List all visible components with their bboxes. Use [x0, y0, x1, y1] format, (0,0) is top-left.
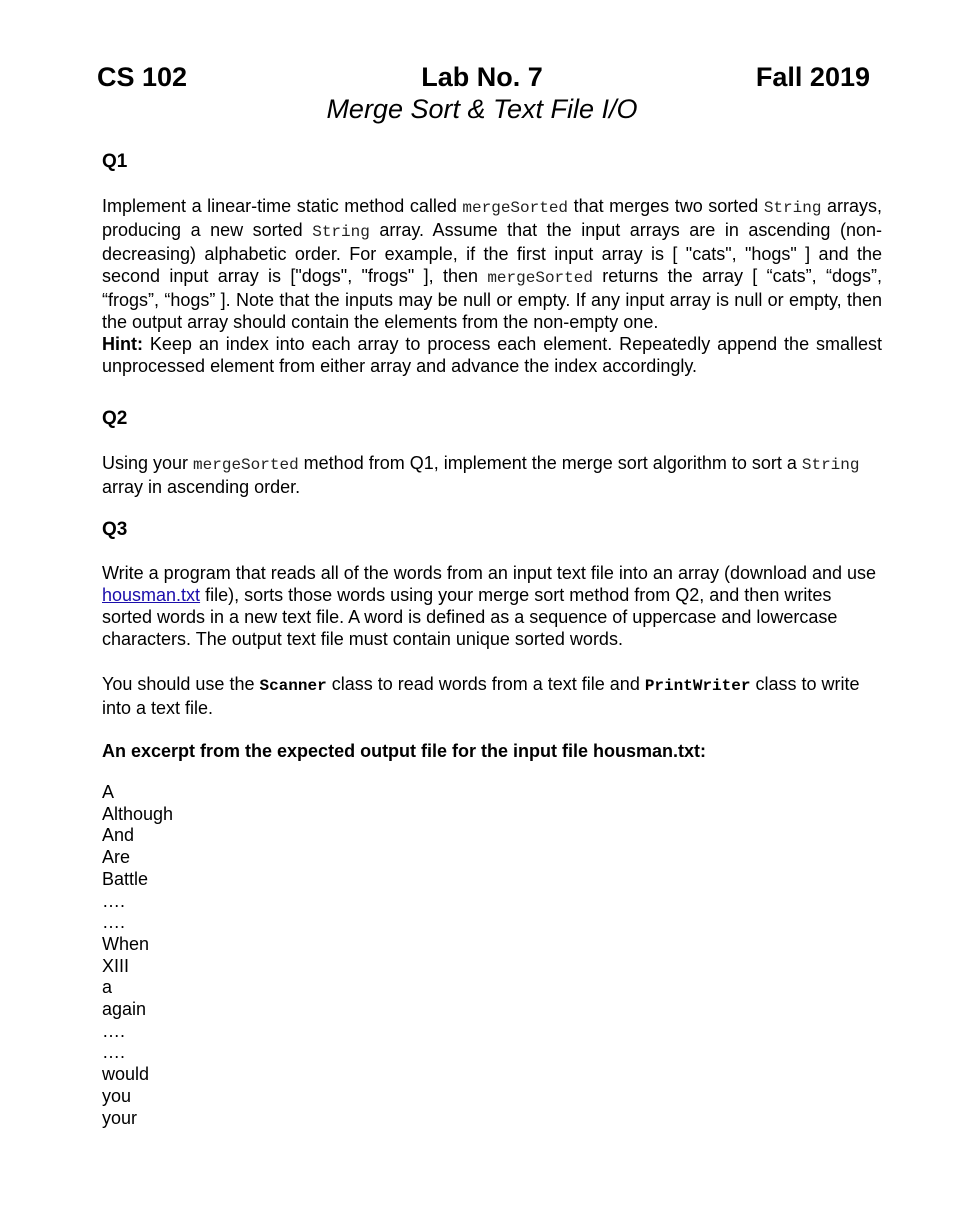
- list-item: Battle: [102, 868, 149, 889]
- list-item: ….: [102, 912, 126, 933]
- course-code: CS 102: [97, 62, 188, 92]
- q1-hint: Hint: Keep an index into each array to process each element. Repeatedly append the smallest unprocessed element from either array and advance the index accordingly.: [102, 334, 882, 376]
- q3-io-instructions: You should use the Scanner class to read words from a text file and PrintWriter class to write into a text file.: [102, 674, 860, 718]
- housman-link[interactable]: housman.txt: [102, 585, 201, 605]
- excerpt-heading: An excerpt from the expected output file for the input file housman.txt:: [102, 741, 707, 761]
- list-item: again: [102, 999, 147, 1020]
- lab-title: Lab No. 7: [421, 62, 543, 92]
- list-item: Are: [102, 847, 131, 868]
- list-item: XIII: [102, 955, 130, 976]
- list-item: a: [102, 977, 113, 998]
- list-item: you: [102, 1085, 132, 1106]
- list-item: When: [102, 933, 150, 954]
- list-item: Although: [102, 803, 174, 824]
- q1-heading: Q1: [102, 151, 128, 172]
- term: Fall 2019: [755, 62, 870, 92]
- list-item: ….: [102, 890, 126, 911]
- list-item: your: [102, 1107, 138, 1128]
- list-item: would: [102, 1064, 150, 1085]
- list-item: ….: [102, 1020, 126, 1041]
- q3-heading: Q3: [102, 519, 128, 540]
- list-item: ….: [102, 1042, 126, 1063]
- q3-description: Write a program that reads all of the words from an input text file into an array (download and use housman.txt file), sorts those words using your merge sort method from Q2, and then writes sorted words in a new text file. A word is defined as a sequence of uppercase and lowercase characters. The output text file must contain unique sorted words.: [102, 563, 877, 649]
- list-item: A: [102, 782, 115, 802]
- q2-description: Using your mergeSorted method from Q1, implement the merge sort algorithm to sort a String array in ascending order.: [102, 453, 860, 497]
- excerpt-word-list: [102, 782, 173, 1129]
- q2-heading: Q2: [102, 408, 128, 429]
- list-item: And: [102, 825, 135, 846]
- lab-subtitle: Merge Sort & Text File I/O: [326, 94, 638, 124]
- q1-description: Implement a linear-time static method called mergeSorted that merges two sorted String arrays, producing a new sorted String array. Assume that the input arrays are in ascending (non-decreasing) alphabetic order. For example, if the first input array is [ "cats", "hogs" ] and the second input array is ["dogs", "frogs" ], then mergeSorted returns the array [ “cats”, “dogs”, “frogs”, “hogs” ]. Note that the inputs may be null or empty. If any input array is null or empty, then the output array should contain the elements from the non-empty one.: [102, 196, 882, 332]
